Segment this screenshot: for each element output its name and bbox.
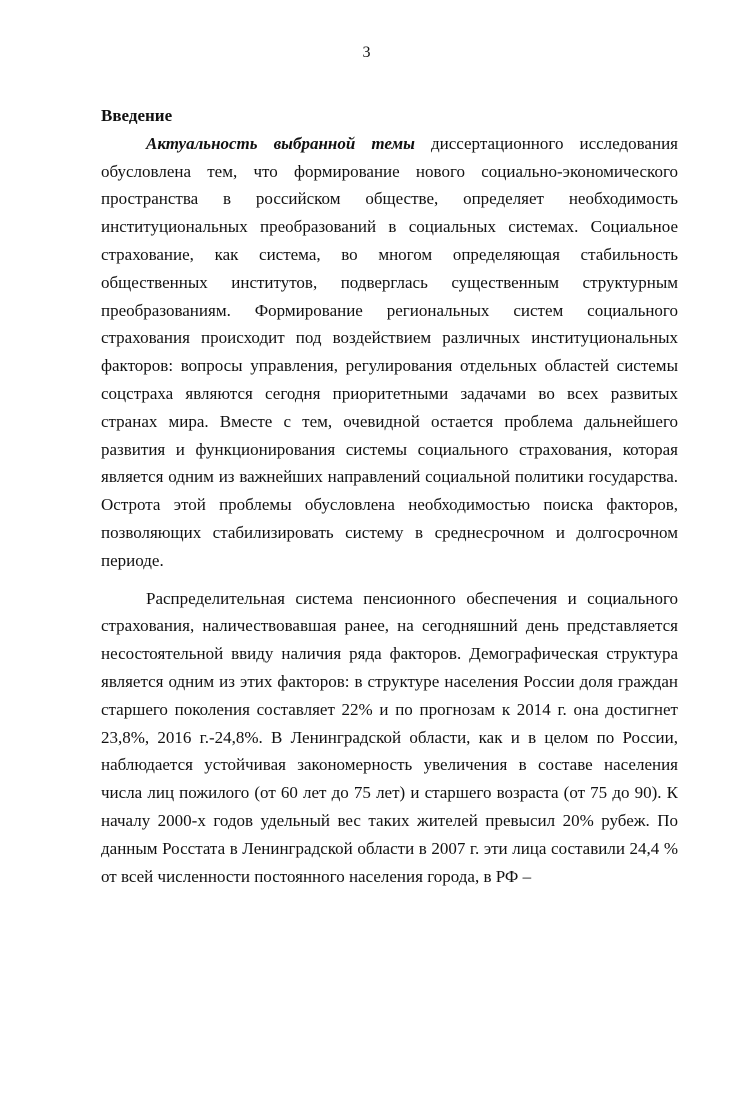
page-number: 3 — [362, 44, 371, 61]
document-body — [101, 102, 678, 890]
intro-text: диссертационного исследования обусловлена тем, что формирование нового социально-экономического пространства в российском обществе, определяет необходимость институциональных преобразований в социальных системах. Социальное страхование, как система, во многом определяющая стабильность общественных институтов, подверглась существенным структурным преобразованиям. Формирование региональных систем социального страхования происходит под воздействием различных институциональных факторов: вопросы управления, регулирования отдельных областей системы соцстраха являются сегодня приоритетными задачами во всех развитых странах мира. Вместе с тем, очевидной остается проблема дальнейшего развития и функционирования системы социального страхования, которая является одним из важнейших направлений социальной политики государства. Острота этой проблемы обусловлена необходимостью поиска факторов, позволяющих стабилизировать систему в среднесрочном и долгосрочном периоде. — [101, 133, 678, 570]
paragraph-2: Распределительная система пенсионного обеспечения и социального страхования, наличествовавшая ранее, на сегодняшний день представляется несостоятельной ввиду наличия ряда факторов. Демографическая структура является одним из этих факторов: в структуре населения России доля граждан старшего поколения составляет 22% и по прогнозам к 2014 г. она достигнет 23,8%, 2016 г.-24,8%. В Ленинградской области, как и в целом по России, наблюдается устойчивая закономерность увеличения в составе населения числа лиц пожилого (от 60 лет до 75 лет) и старшего возраста (от 75 до 90). К началу 2000-х годов удельный вес таких жителей превысил 20% рубеж. По данным Росстата в Ленинградской области в 2007 г. эти лица составили 24,4 % от всей численности постоянного населения города, в РФ – — [101, 588, 678, 886]
section-heading: Введение — [101, 106, 173, 125]
intro-paragraph — [101, 130, 678, 575]
intro-emphasis: Актуальность выбранной темы — [146, 133, 415, 153]
